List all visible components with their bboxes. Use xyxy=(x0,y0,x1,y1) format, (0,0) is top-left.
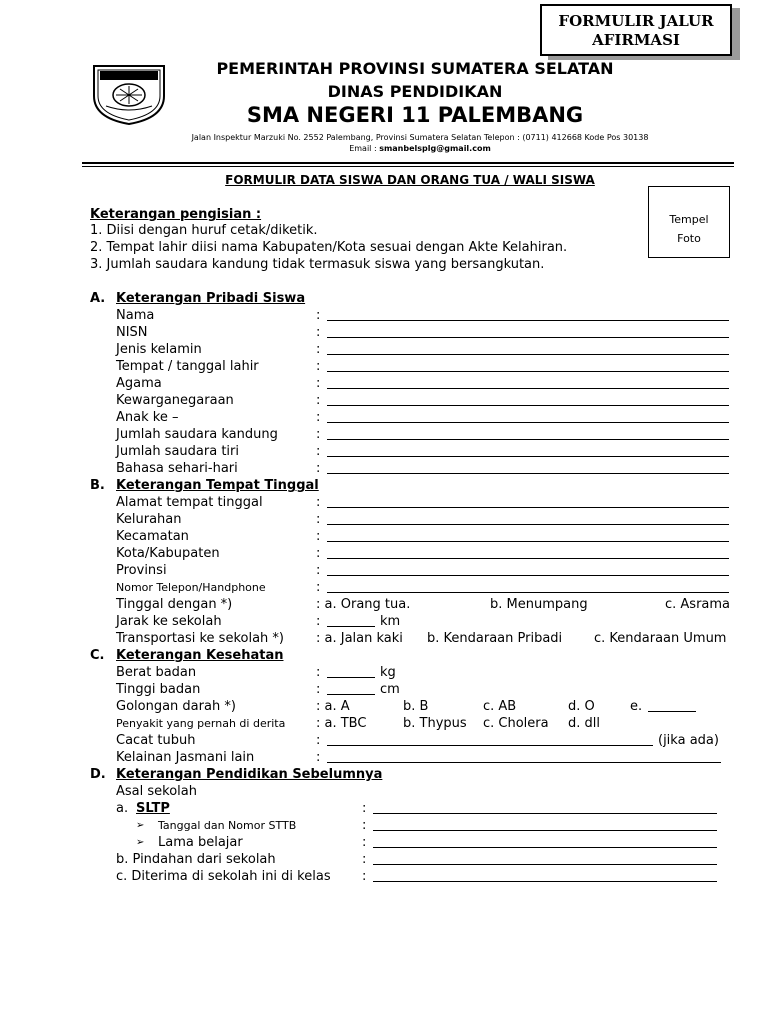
department-title: DINAS PENDIDIKAN xyxy=(327,82,503,101)
option-darah-b[interactable]: b. B xyxy=(403,699,429,714)
input-line-diterima-kelas[interactable] xyxy=(373,881,717,882)
badge-line-2: AFIRMASI xyxy=(592,31,680,49)
section-d-title: Keterangan Pendidikan Sebelumnya xyxy=(116,767,383,782)
option-dll[interactable]: d. dll xyxy=(568,716,600,731)
input-line-jumlah-saudara-kandung[interactable] xyxy=(327,439,729,440)
input-line-tempat-tanggal-lahir[interactable] xyxy=(327,371,729,372)
province-emblem-logo xyxy=(90,62,168,126)
unit-cm: cm xyxy=(380,682,400,697)
option-thypus[interactable]: b. Thypus xyxy=(403,716,467,731)
colon: : xyxy=(316,546,321,561)
unit-kg: kg xyxy=(380,665,396,680)
section-c-letter: C. xyxy=(90,648,105,663)
colon: : xyxy=(316,495,321,510)
government-title: PEMERINTAH PROVINSI SUMATERA SELATAN xyxy=(216,59,614,78)
instructions-title: Keterangan pengisian : xyxy=(90,207,262,222)
colon: : xyxy=(316,427,321,442)
option-darah-e[interactable]: e. xyxy=(630,699,643,714)
field-label-bahasa-sehari-hari: Bahasa sehari-hari xyxy=(116,461,238,476)
field-label-kelurahan: Kelurahan xyxy=(116,512,182,527)
colon: : xyxy=(316,682,321,697)
input-line-kelainan[interactable] xyxy=(327,762,721,763)
colon: : xyxy=(316,529,321,544)
colon: : xyxy=(316,461,321,476)
input-line-berat[interactable] xyxy=(327,677,375,678)
option-cholera[interactable]: c. Cholera xyxy=(483,716,549,731)
option-kendaraan-umum[interactable]: c. Kendaraan Umum xyxy=(594,631,727,646)
option-kendaraan-pribadi[interactable]: b. Kendaraan Pribadi xyxy=(427,631,563,646)
input-line-sltp[interactable] xyxy=(373,813,717,814)
colon: : xyxy=(316,359,321,374)
option-orang-tua[interactable]: : a. Orang tua. xyxy=(316,597,411,612)
input-line-lama-belajar[interactable] xyxy=(373,847,717,848)
colon: : xyxy=(316,444,321,459)
input-line-provinsi[interactable] xyxy=(327,575,729,576)
email-label: Email : xyxy=(349,144,377,153)
input-line-bahasa-sehari-hari[interactable] xyxy=(327,473,729,474)
input-line-cacat-tubuh[interactable] xyxy=(327,745,653,746)
input-line-kecamatan[interactable] xyxy=(327,541,729,542)
photo-box[interactable] xyxy=(648,186,730,258)
option-jalan-kaki[interactable]: : a. Jalan kaki xyxy=(316,631,403,646)
section-a-title: Keterangan Pribadi Siswa xyxy=(116,291,306,306)
field-label-berat: Berat badan xyxy=(116,665,197,680)
option-tbc[interactable]: : a. TBC xyxy=(316,716,367,731)
field-label-kota-kabupaten: Kota/Kabupaten xyxy=(116,546,220,561)
field-label-transportasi: Transportasi ke sekolah *) xyxy=(116,631,284,646)
field-label-jumlah-saudara-kandung: Jumlah saudara kandung xyxy=(116,427,278,442)
input-line-agama[interactable] xyxy=(327,388,729,389)
input-line-tanggal-sttb[interactable] xyxy=(373,830,717,831)
field-label-asal-sekolah: Asal sekolah xyxy=(116,784,197,799)
input-line-kewarganegaraan[interactable] xyxy=(327,405,729,406)
item-a-letter: a. xyxy=(116,801,129,816)
section-c-title: Keterangan Kesehatan xyxy=(116,648,284,663)
input-line-darah-lain[interactable] xyxy=(648,711,696,712)
field-label-tinggal-dengan: Tinggal dengan *) xyxy=(116,597,233,612)
option-menumpang[interactable]: b. Menumpang xyxy=(490,597,588,612)
field-label-cacat-tubuh: Cacat tubuh xyxy=(116,733,196,748)
field-label-nomor-telepon: Nomor Telepon/Handphone xyxy=(116,581,266,594)
input-line-alamat[interactable] xyxy=(327,507,729,508)
colon: : xyxy=(362,835,367,850)
field-label-kecamatan: Kecamatan xyxy=(116,529,189,544)
colon: : xyxy=(316,376,321,391)
option-darah-a[interactable]: : a. A xyxy=(316,699,350,714)
photo-box-line-1: Tempel xyxy=(669,213,709,226)
header-rule-thick xyxy=(82,162,734,164)
colon: : xyxy=(316,393,321,408)
option-darah-o[interactable]: d. O xyxy=(568,699,595,714)
option-asrama[interactable]: c. Asrama xyxy=(665,597,731,612)
instruction-item: 2. Tempat lahir diisi nama Kabupaten/Kota sesuai dengan Akte Kelahiran. xyxy=(90,240,568,255)
field-label-agama: Agama xyxy=(116,376,162,391)
section-a-letter: A. xyxy=(90,291,106,306)
field-label-anak-ke: Anak ke – xyxy=(116,410,179,425)
field-label-penyakit: Penyakit yang pernah di derita xyxy=(116,717,286,730)
input-line-nomor-telepon[interactable] xyxy=(327,592,729,593)
input-line-nama[interactable] xyxy=(327,320,729,321)
field-label-golongan-darah: Golongan darah *) xyxy=(116,699,236,714)
colon: : xyxy=(316,665,321,680)
field-label-tanggal-sttb: Tanggal dan Nomor STTB xyxy=(158,819,297,832)
field-label-kewarganegaraan: Kewarganegaraan xyxy=(116,393,234,408)
field-label-provinsi: Provinsi xyxy=(116,563,167,578)
input-line-nisn[interactable] xyxy=(327,337,729,338)
input-line-anak-ke[interactable] xyxy=(327,422,729,423)
colon: : xyxy=(362,801,367,816)
colon: : xyxy=(362,869,367,884)
arrow-bullet-icon: ➢ xyxy=(136,837,145,848)
field-label-sltp: SLTP xyxy=(136,801,170,816)
input-line-kota-kabupaten[interactable] xyxy=(327,558,729,559)
section-b-letter: B. xyxy=(90,478,105,493)
colon: : xyxy=(316,563,321,578)
badge-line-1: FORMULIR JALUR xyxy=(558,12,714,30)
section-d-letter: D. xyxy=(90,767,106,782)
field-label-jarak: Jarak ke sekolah xyxy=(116,614,222,629)
field-label-tinggi: Tinggi badan xyxy=(116,682,201,697)
unit-km: km xyxy=(380,614,401,629)
instruction-item: 1. Diisi dengan huruf cetak/diketik. xyxy=(90,223,318,238)
colon: : xyxy=(362,852,367,867)
colon: : xyxy=(316,614,321,629)
colon: : xyxy=(316,325,321,340)
field-label-jenis-kelamin: Jenis kelamin xyxy=(116,342,202,357)
colon: : xyxy=(362,818,367,833)
colon: : xyxy=(316,750,321,765)
option-darah-ab[interactable]: c. AB xyxy=(483,699,517,714)
jika-ada-note: (jika ada) xyxy=(658,733,719,748)
field-label-diterima-kelas: c. Diterima di sekolah ini di kelas xyxy=(116,869,331,884)
instruction-item: 3. Jumlah saudara kandung tidak termasuk siswa yang bersangkutan. xyxy=(90,257,545,272)
school-email-line xyxy=(140,144,700,153)
field-label-nama: Nama xyxy=(116,308,155,323)
school-address: Jalan Inspektur Marzuki No. 2552 Palembang, Provinsi Sumatera Selatan Telepon : (0711) 412668 Kode Pos 30138 xyxy=(191,133,649,142)
form-type-badge xyxy=(540,4,732,56)
input-line-jumlah-saudara-tiri[interactable] xyxy=(327,456,729,457)
field-label-lama-belajar: Lama belajar xyxy=(158,835,243,850)
photo-box-line-2: Foto xyxy=(677,232,701,245)
field-label-nisn: NISN xyxy=(116,325,148,340)
school-name: SMA NEGERI 11 PALEMBANG xyxy=(246,103,584,127)
colon: : xyxy=(316,580,321,595)
colon: : xyxy=(316,733,321,748)
colon: : xyxy=(316,410,321,425)
input-line-jenis-kelamin[interactable] xyxy=(327,354,729,355)
field-label-tempat-tanggal-lahir: Tempat / tanggal lahir xyxy=(116,359,259,374)
input-line-kelurahan[interactable] xyxy=(327,524,729,525)
input-line-jarak[interactable] xyxy=(327,626,375,627)
field-label-pindahan: b. Pindahan dari sekolah xyxy=(116,852,276,867)
field-label-kelainan: Kelainan Jasmani lain xyxy=(116,750,255,765)
form-title: FORMULIR DATA SISWA DAN ORANG TUA / WALI SISWA xyxy=(225,173,595,187)
colon: : xyxy=(316,342,321,357)
colon: : xyxy=(316,512,321,527)
arrow-bullet-icon: ➢ xyxy=(136,820,145,831)
input-line-tinggi[interactable] xyxy=(327,694,375,695)
school-email: smanbelsplg@gmail.com xyxy=(379,144,491,153)
input-line-pindahan[interactable] xyxy=(373,864,717,865)
colon: : xyxy=(316,308,321,323)
section-b-title: Keterangan Tempat Tinggal xyxy=(116,478,319,493)
field-label-alamat: Alamat tempat tinggal xyxy=(116,495,263,510)
field-label-jumlah-saudara-tiri: Jumlah saudara tiri xyxy=(116,444,239,459)
header-rule-thin xyxy=(82,166,734,167)
